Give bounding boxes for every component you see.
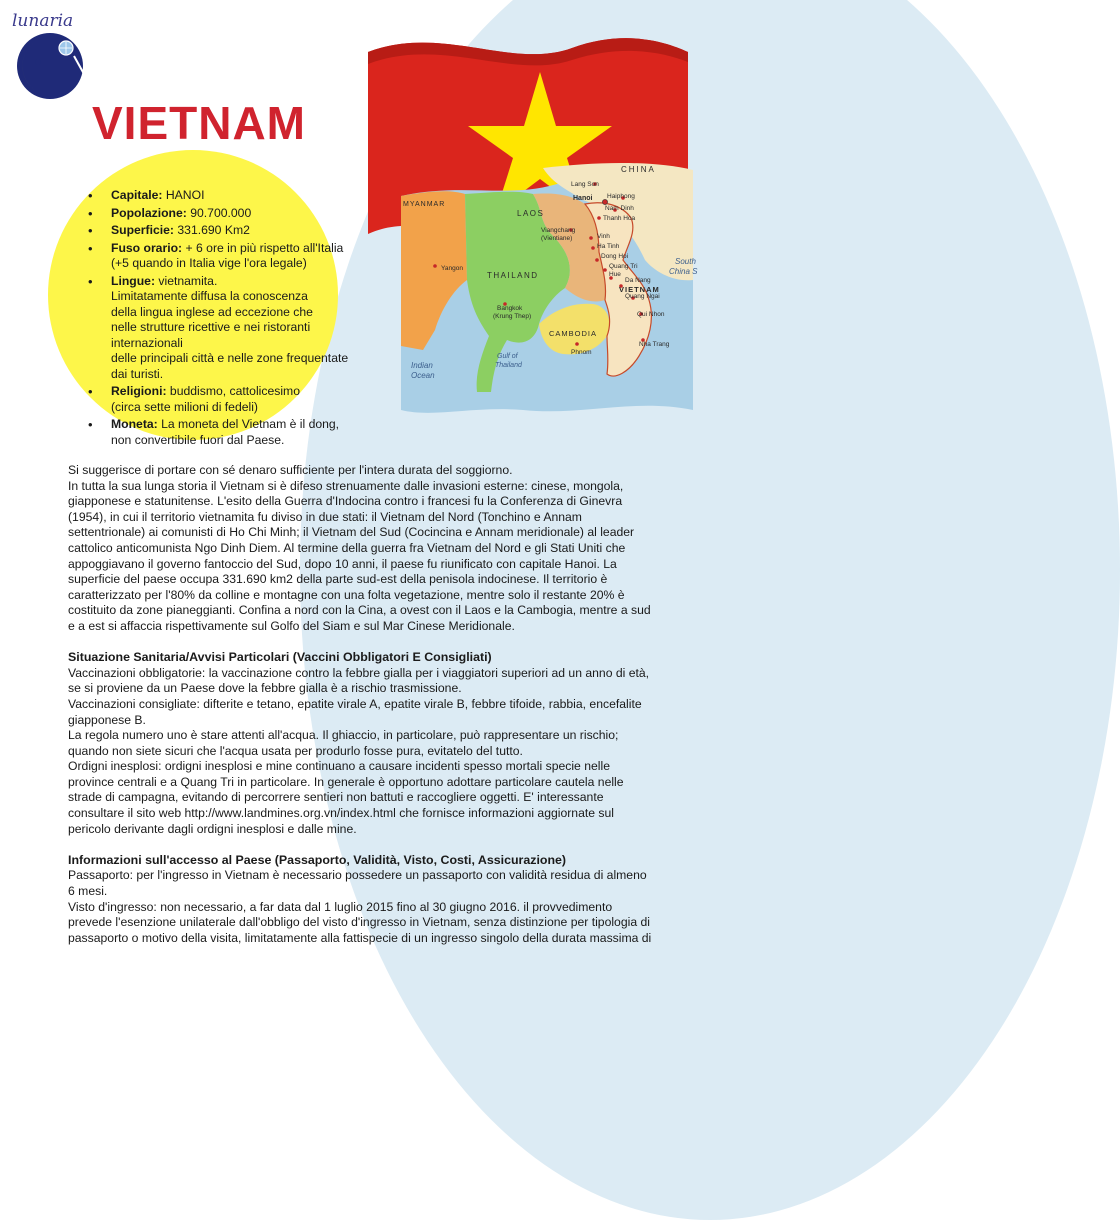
page-title: VIETNAM — [92, 97, 306, 149]
svg-text:LAOS: LAOS — [517, 209, 545, 218]
svg-text:Dong Hoi: Dong Hoi — [601, 253, 629, 260]
intro-paragraph-2: In tutta la sua lunga storia il Vietnam si è difeso strenuamente dalle invasioni esterne: cinese, mongola, giapponese e statunitense. L'esito della Guerra d'Indocina contro i francesi fu la Conferenza di Ginevra (1954), in cui il territorio vietnamita fu diviso in due stati: il Vietnam del Nord (Tonchino e Annam settentrionale) ai comunisti di Ho Chi Minh; il Vietnam del Sud (Cocincina e Annam meridionale) al leader cattolico anticomunista Ngo Dinh Diem. Al termine della guerra fra Vietnam del Nord e gli Stati Uniti che appoggiavano il governo fantoccio del Sud, dopo 10 anni, il paese fu riunificato con capitale Hanoi. La superficie del paese occupa 331.690 km2 della parte sud-est della penisola indocinese. Il territorio è caratterizzato per l'80% da colline e montagne con una folta vegetazione, mentre solo il restante 20% è costituito da zone pianeggianti. Confina a nord con la Cina, a ovest con il Laos e la Cambogia, mentre a sud e a est si affaccia rispettivamente sul Golfo del Siam e sul Mar Cinese Meridionale. — [68, 478, 651, 633]
svg-text:(Krung Thep): (Krung Thep) — [493, 313, 532, 320]
health-paragraph-2: Vaccinazioni consigliate: difterite e tetano, epatite virale A, epatite virale B, febbre tifoide, rabbia, encefalite giapponese B. — [68, 696, 642, 727]
svg-text:Qui Nhon: Qui Nhon — [637, 311, 665, 318]
intro-paragraph-1: Si suggerisce di portare con sé denaro sufficiente per l'intera durata del soggiorno. — [68, 463, 513, 477]
svg-text:Nha Trang: Nha Trang — [639, 341, 670, 348]
health-paragraph-1: Vaccinazioni obbligatorie: la vaccinazione contro la febbre gialla per i viaggiatori superiori ad un anno di età, se si proviene da un Paese dove la febbre gialla è a rischio trasmissione. — [68, 665, 650, 696]
health-paragraph-4: Ordigni inesplosi: ordigni inesplosi e mine continuano a causare incidenti spesso mortali specie nelle province centrali e a Quang Tri in particolare. In generale è opportuno adottare particolare cautela nelle strade di campagna, evitando di percorrere sentieri non battuti e raccogliere oggetti. E' interessante consultare il sito web http://www.landmines.org.vn/index.html che fornisce informazioni aggiornate sul pericolo derivante dagli ordigni inesplosi e dalle mine. — [68, 759, 624, 836]
svg-text:Phnom: Phnom — [571, 349, 592, 356]
svg-text:Nam Dinh: Nam Dinh — [605, 205, 634, 212]
fact-capital: • Capitale: HANOI — [88, 188, 358, 204]
svg-text:China S: China S — [669, 267, 698, 276]
svg-text:Ocean: Ocean — [411, 371, 435, 380]
fact-languages: • Lingue: vietnamita. Limitatamente diffusa la conoscenza della lingua inglese ad eccezione che nelle strutture ricettive e nei ristoranti internazionali delle principali città e nelle zone frequentate dai turisti. — [88, 274, 358, 383]
svg-text:Thailand: Thailand — [495, 362, 522, 369]
map-southeast-asia — [393, 160, 698, 418]
fact-religions: • Religioni: buddismo, cattolicesimo (circa sette milioni di fedeli) — [88, 384, 358, 415]
svg-text:Da Nang: Da Nang — [625, 277, 651, 284]
svg-text:Quang Ngai: Quang Ngai — [625, 293, 660, 300]
access-paragraph-1: Passaporto: per l'ingresso in Vietnam è necessario possedere un passaporto con validità residua di almeno 6 mesi. — [68, 868, 647, 899]
health-section-title: Situazione Sanitaria/Avvisi Particolari (Vaccini Obbligatori E Consigliati) — [68, 650, 492, 665]
svg-text:Haiphong: Haiphong — [607, 193, 635, 200]
svg-text:Lang Son: Lang Son — [571, 181, 599, 188]
svg-text:Ha Tinh: Ha Tinh — [597, 243, 620, 250]
svg-text:MYANMAR: MYANMAR — [403, 201, 446, 208]
svg-text:THAILAND: THAILAND — [487, 271, 539, 280]
svg-text:Vinh: Vinh — [597, 233, 610, 240]
svg-text:Viangchang: Viangchang — [541, 227, 576, 234]
fact-currency: • Moneta: La moneta del Vietnam è il dong, non convertibile fuori dal Paese. — [88, 417, 358, 448]
svg-text:CHINA: CHINA — [621, 165, 656, 174]
svg-text:VIETNAM: VIETNAM — [619, 285, 660, 294]
key-facts-list — [88, 188, 358, 450]
fact-population: • Popolazione: 90.700.000 — [88, 206, 358, 222]
fact-timezone: • Fuso orario: + 6 ore in più rispetto all'Italia (+5 quando in Italia vige l'ora legale) — [88, 241, 358, 272]
health-paragraph-3: La regola numero uno è stare attenti all'acqua. Il ghiaccio, in particolare, può rappresentare un rischio; quando non siete sicuri che l'acqua usata per produrlo fosse pura, evitatelo del tutto. — [68, 728, 619, 758]
access-section-title: Informazioni sull'accesso al Paese (Passaporto, Validità, Visto, Costi, Assicurazione) — [68, 852, 567, 867]
svg-text:South: South — [675, 257, 696, 266]
svg-text:Quang Tri: Quang Tri — [609, 263, 638, 270]
svg-text:Hue: Hue — [609, 271, 621, 278]
svg-text:Hanoi: Hanoi — [573, 195, 593, 202]
fact-area: • Superficie: 331.690 Km2 — [88, 223, 358, 239]
svg-text:Gulf of: Gulf of — [497, 353, 518, 360]
main-text — [68, 463, 656, 946]
svg-text:CAMBODIA: CAMBODIA — [549, 329, 598, 338]
lunaria-logo — [8, 6, 92, 102]
svg-text:Yangon: Yangon — [441, 265, 463, 272]
svg-text:(Vientiane): (Vientiane) — [541, 235, 573, 242]
svg-text:Indian: Indian — [411, 361, 433, 370]
access-paragraph-2: Visto d'ingresso: non necessario, a far data dal 1 luglio 2015 fino al 30 giugno 2016. il provvedimento prevede l'esenzione unilaterale dall'obbligo del visto d'ingresso in Vietnam, senza distinzione per tipologia di passaporto o motivo della visita, limitatamente alla fattispecie di un ingresso singolo della durata massima di — [68, 899, 652, 945]
logo-text: lunaria — [12, 11, 74, 31]
svg-text:Thanh Hoa: Thanh Hoa — [603, 215, 636, 222]
svg-text:Bangkok: Bangkok — [497, 305, 523, 312]
